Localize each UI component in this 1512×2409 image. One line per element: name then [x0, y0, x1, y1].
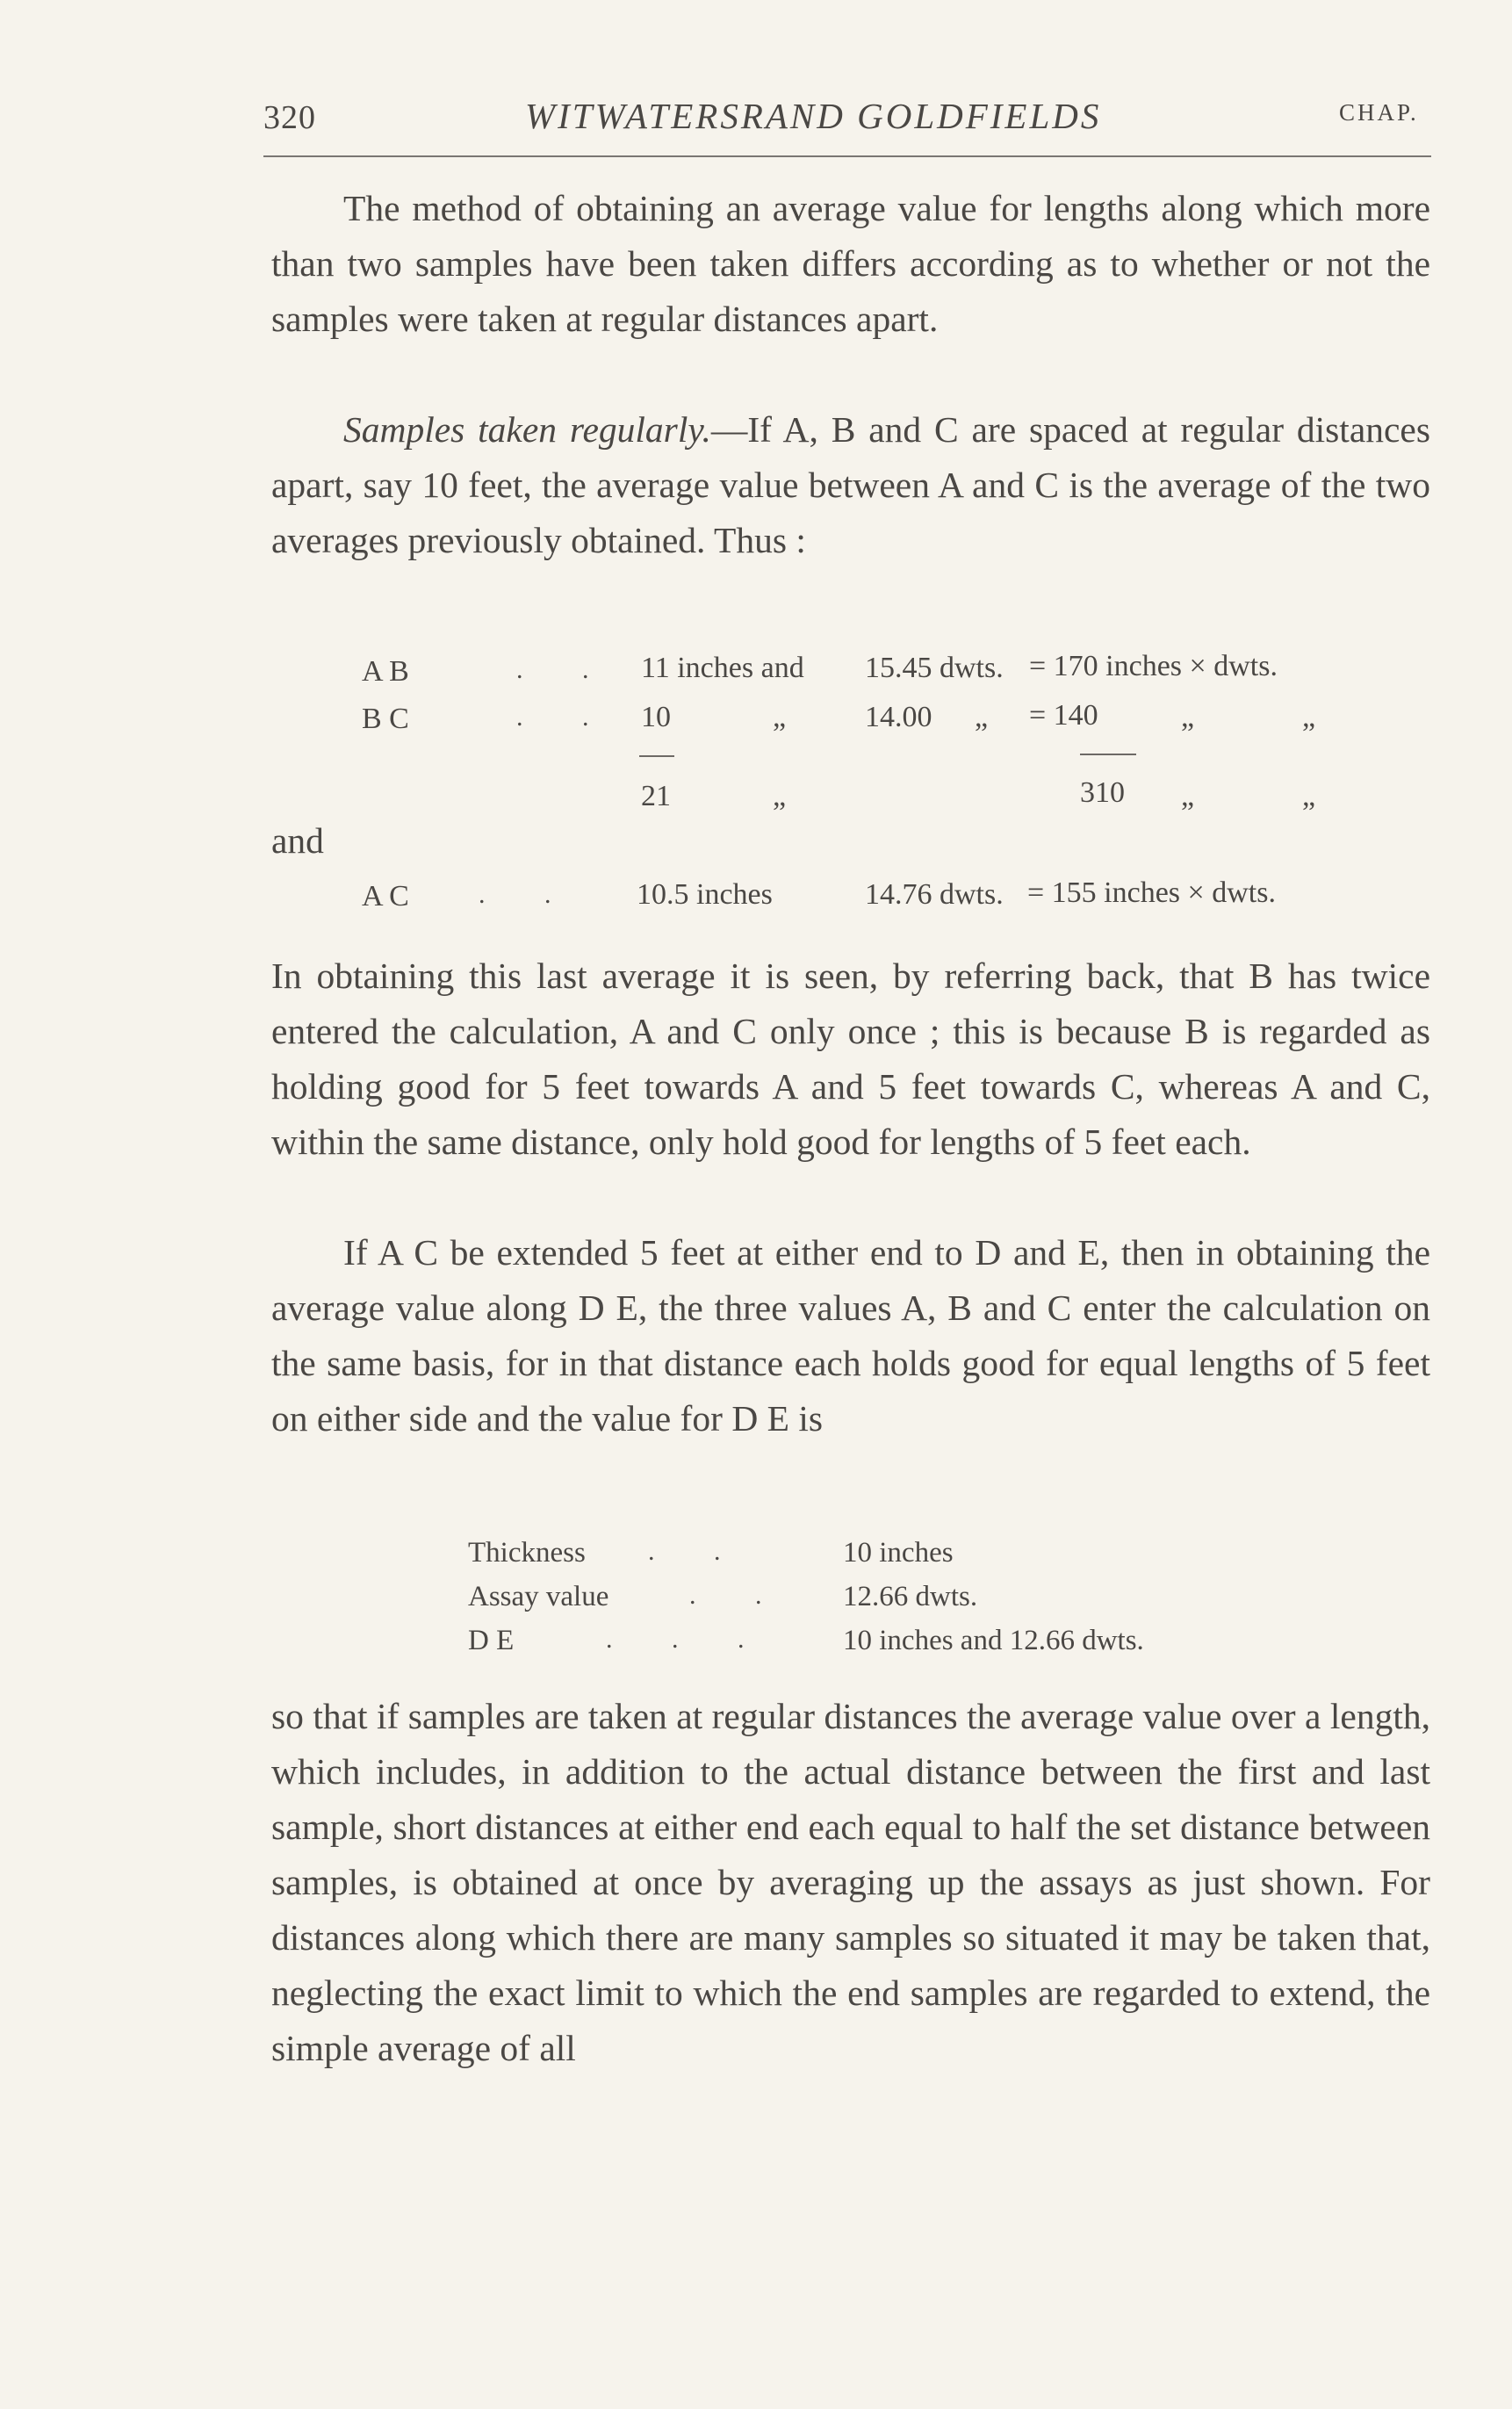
table2-de-label: D E — [468, 1625, 515, 1656]
table2-assay-label: Assay value — [468, 1581, 609, 1612]
table1-row-bc-ditto-3: „ — [1181, 701, 1195, 733]
table2-thickness-value: 10 inches — [843, 1537, 954, 1569]
table1-total-ditto-1: „ — [773, 780, 787, 812]
chapter-label: CHAP. — [1339, 99, 1419, 126]
table1-row-bc-label: B C — [362, 703, 409, 735]
result-ac-dots: . . — [479, 880, 578, 909]
paragraph-3: In obtaining this last average it is seen, by referring back, that B has twice entered the calculation, A and C only once ; this is because B is regarded as holding good for 5 feet towards A and 5 feet towards C, whereas A and C, within the same distance, only hold good for lengths of 5 feet each. — [271, 956, 1430, 1162]
table1-total-product: 310 — [1080, 776, 1125, 809]
table1-row-ab-length: 11 inches and — [641, 652, 804, 684]
table1-row-bc-ditto-1: „ — [773, 701, 787, 733]
table1-row-bc-dots: . . — [516, 703, 616, 732]
table1-total-ditto-2: „ — [1181, 780, 1195, 812]
paragraph-2 — [271, 402, 1430, 568]
header-rule — [263, 155, 1431, 157]
table1-row-ab-label: A B — [362, 655, 409, 688]
table1-total-ditto-3: „ — [1302, 780, 1316, 812]
table1-total-length: 21 — [641, 780, 671, 812]
table1-row-ab-dots: . . — [516, 655, 616, 684]
result-ac-label: A C — [362, 880, 409, 912]
table2-thickness-dots: . . — [648, 1537, 747, 1566]
result-ac-assay: 14.76 dwts. — [865, 878, 1004, 911]
paragraph-2-italic-heading: Samples taken regularly. — [343, 409, 711, 450]
table1-row-bc-ditto-2: „ — [975, 701, 989, 733]
table1-row-bc-assay: 14.00 — [865, 701, 932, 733]
table2-de-value: 10 inches and 12.66 dwts. — [843, 1625, 1144, 1656]
table2-de-dots: . . . — [606, 1625, 771, 1654]
table1-row-bc-product: = 140 — [1029, 699, 1098, 732]
table1-row-ab-product: = 170 inches × dwts. — [1029, 650, 1278, 682]
and-label: and — [271, 820, 324, 861]
table2-assay-value: 12.66 dwts. — [843, 1581, 978, 1612]
table1-row-bc-length: 10 — [641, 701, 671, 733]
paragraph-1: The method of obtaining an average value for lengths along which more than two samples have been taken differs according as to whether or not the samples were taken at regular distances apart. — [271, 188, 1430, 339]
table1-row-bc-ditto-4: „ — [1302, 701, 1316, 733]
page-number: 320 — [263, 99, 316, 136]
result-ac-length: 10.5 inches — [637, 878, 773, 911]
running-title: WITWATERSRAND GOLDFIELDS — [525, 96, 1102, 136]
paragraph-2-text: —If A, B and C are spaced at regular distances apart, say 10 feet, the average value between A and C is the average of the two averages previously obtained. Thus : — [271, 409, 1430, 560]
table2-thickness-label: Thickness — [468, 1537, 586, 1569]
result-ac-product: = 155 inches × dwts. — [1027, 876, 1276, 909]
table1-sum-rule-length — [639, 755, 674, 757]
paragraph-4: If A C be extended 5 feet at either end to D and E, then in obtaining the average value along D E, the three values A, B and C enter the calculation on the same basis, for in that distance each holds good for equal lengths of 5 feet on either side and the value for D E is — [271, 1232, 1430, 1439]
table1-sum-rule-product — [1080, 754, 1136, 755]
table1-row-ab-assay: 15.45 dwts. — [865, 652, 1004, 684]
table2-assay-dots: . . — [689, 1581, 788, 1610]
paragraph-5: so that if samples are taken at regular distances the average value over a length, which includes, in addition to the actual distance between the first and last sample, short distances at either end each equal to half the set distance between samples, is obtained at once by averaging up the assays as just shown. For distances along which there are many samples so situated it may be taken that, neglecting the exact limit to which the end samples are regarded to extend, the simple average of all — [271, 1696, 1430, 2068]
